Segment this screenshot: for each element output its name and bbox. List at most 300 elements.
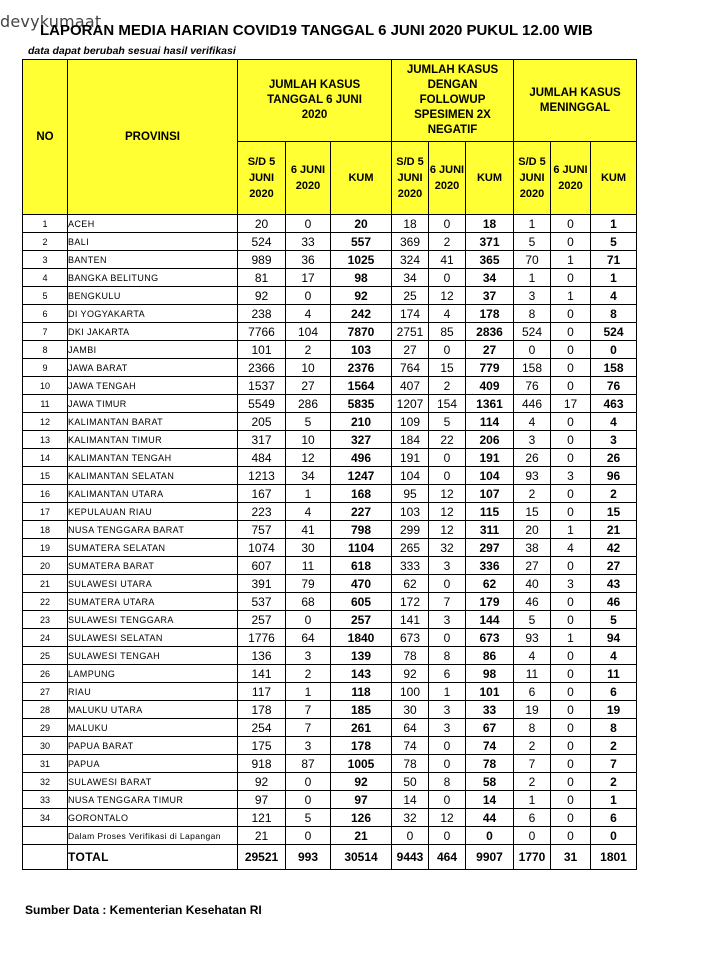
cell-provinsi: JAWA TIMUR [68,395,238,413]
cell-6juni-kasus: 0 [286,611,331,629]
cell-sd5-followup: 32 [392,809,429,827]
cell-6juni-kasus: 0 [286,215,331,233]
cell-no: 27 [23,683,68,701]
cell-no: 15 [23,467,68,485]
cell-6juni-kasus: 10 [286,431,331,449]
table-body [23,215,637,845]
cell-kum-meninggal: 76 [591,377,637,395]
cell-sd5-kasus: 20 [238,215,286,233]
cell-6juni-followup: 12 [429,503,466,521]
cell-kum-followup: 74 [466,737,514,755]
cell-no: 31 [23,755,68,773]
cell-provinsi: MALUKU [68,719,238,737]
cell-6juni-kasus: 0 [286,827,331,845]
cell-kum-kasus: 210 [331,413,392,431]
table-row [23,575,637,593]
cell-sd5-followup: 78 [392,647,429,665]
cell-6juni-meninggal: 0 [551,449,591,467]
table-row [23,233,637,251]
cell-sd5-kasus: 121 [238,809,286,827]
cell-sd5-meninggal: 38 [514,539,551,557]
cell-kum-meninggal: 4 [591,287,637,305]
cell-provinsi: SULAWESI BARAT [68,773,238,791]
cell-no: 12 [23,413,68,431]
header-meninggal: JUMLAH KASUS MENINGGAL [514,60,637,142]
cell-sd5-kasus: 757 [238,521,286,539]
cell-kum-followup: 0 [466,827,514,845]
cell-6juni-followup: 4 [429,305,466,323]
cell-kum-meninggal: 2 [591,485,637,503]
cell-6juni-meninggal: 0 [551,683,591,701]
cell-no [23,827,68,845]
cell-provinsi: KEPULAUAN RIAU [68,503,238,521]
cell-kum-followup: 311 [466,521,514,539]
table-row [23,269,637,287]
cell-sd5-kasus: 918 [238,755,286,773]
cell-sd5-kasus: 117 [238,683,286,701]
cell-6juni-followup: 0 [429,791,466,809]
cell-6juni-followup: 12 [429,809,466,827]
cell-6juni-followup: 0 [429,269,466,287]
cell-sd5-kasus: 1074 [238,539,286,557]
cell-6juni-kasus: 10 [286,359,331,377]
cell-kum-meninggal: 0 [591,827,637,845]
cell-sd5-followup: 92 [392,665,429,683]
header-jumlah-kasus: JUMLAH KASUS TANGGAL 6 JUNI 2020 [238,60,392,142]
cell-sd5-meninggal: 524 [514,323,551,341]
cell-sd5-followup: 324 [392,251,429,269]
table-row [23,611,637,629]
cell-provinsi: MALUKU UTARA [68,701,238,719]
cell-6juni-followup: 12 [429,521,466,539]
cell-kum-followup: 37 [466,287,514,305]
cell-kum-followup: 409 [466,377,514,395]
header-kum-kasus: KUM [331,142,392,215]
cell-sd5-followup: 78 [392,755,429,773]
report-title: LAPORAN MEDIA HARIAN COVID19 TANGGAL 6 JUNI 2020 PUKUL 12.00 WIB [40,22,593,39]
cell-no: 8 [23,341,68,359]
cell-no: 26 [23,665,68,683]
cell-6juni-followup: 0 [429,737,466,755]
cell-no: 7 [23,323,68,341]
cell-provinsi: DKI JAKARTA [68,323,238,341]
cell-kum-meninggal: 94 [591,629,637,647]
table-row [23,467,637,485]
cell-6juni-meninggal: 1 [551,629,591,647]
cell-6juni-kasus: 2 [286,341,331,359]
cell-6juni-followup: 0 [429,575,466,593]
cell-sd5-kasus: 391 [238,575,286,593]
cell-no: 30 [23,737,68,755]
cell-6juni-meninggal: 0 [551,791,591,809]
cell-sd5-kasus: 317 [238,431,286,449]
cell-kum-kasus: 327 [331,431,392,449]
cell-sd5-meninggal: 93 [514,467,551,485]
cell-kum-followup: 78 [466,755,514,773]
cell-6juni-kasus: 4 [286,305,331,323]
cell-sd5-kasus: 141 [238,665,286,683]
cell-kum-followup: 27 [466,341,514,359]
cell-kum-kasus: 1840 [331,629,392,647]
report-subtitle: data dapat berubah sesuai hasil verifikasi [28,45,236,57]
cell-6juni-meninggal: 1 [551,251,591,269]
cell-sd5-meninggal: 2 [514,773,551,791]
cell-6juni-followup: 8 [429,773,466,791]
cell-sd5-meninggal: 1 [514,791,551,809]
total-row [23,845,637,870]
cell-sd5-followup: 50 [392,773,429,791]
cell-sd5-followup: 2751 [392,323,429,341]
cell-kum-kasus: 126 [331,809,392,827]
table-row [23,521,637,539]
cell-6juni-kasus: 7 [286,701,331,719]
table-row [23,827,637,845]
cell-no: 25 [23,647,68,665]
total-sd5-kasus: 29521 [238,845,286,870]
cell-sd5-followup: 172 [392,593,429,611]
cell-6juni-followup: 6 [429,665,466,683]
cell-sd5-kasus: 97 [238,791,286,809]
cell-sd5-meninggal: 4 [514,413,551,431]
header-provinsi: PROVINSI [68,60,238,215]
cell-sd5-kasus: 1776 [238,629,286,647]
cell-sd5-kasus: 537 [238,593,286,611]
cell-6juni-meninggal: 0 [551,305,591,323]
cell-sd5-kasus: 607 [238,557,286,575]
table-row [23,449,637,467]
cell-sd5-kasus: 1213 [238,467,286,485]
cell-6juni-followup: 154 [429,395,466,413]
cell-kum-kasus: 1247 [331,467,392,485]
cell-kum-meninggal: 524 [591,323,637,341]
cell-kum-meninggal: 4 [591,413,637,431]
cell-provinsi: NUSA TENGGARA TIMUR [68,791,238,809]
cell-provinsi: KALIMANTAN UTARA [68,485,238,503]
cell-6juni-followup: 0 [429,467,466,485]
cell-kum-followup: 2836 [466,323,514,341]
cell-kum-kasus: 92 [331,773,392,791]
cell-sd5-followup: 764 [392,359,429,377]
cell-sd5-kasus: 81 [238,269,286,287]
cell-sd5-meninggal: 26 [514,449,551,467]
cell-sd5-followup: 18 [392,215,429,233]
cell-6juni-followup: 22 [429,431,466,449]
header-kum-meninggal: KUM [591,142,637,215]
cell-sd5-followup: 1207 [392,395,429,413]
cell-kum-meninggal: 19 [591,701,637,719]
cell-6juni-kasus: 30 [286,539,331,557]
cell-kum-followup: 18 [466,215,514,233]
cell-kum-meninggal: 463 [591,395,637,413]
cell-no: 17 [23,503,68,521]
cell-no: 5 [23,287,68,305]
cell-no: 11 [23,395,68,413]
cell-kum-meninggal: 15 [591,503,637,521]
cell-sd5-kasus: 524 [238,233,286,251]
cell-6juni-kasus: 5 [286,413,331,431]
cell-sd5-meninggal: 158 [514,359,551,377]
cell-sd5-meninggal: 3 [514,287,551,305]
table-row [23,413,637,431]
cell-kum-kasus: 103 [331,341,392,359]
cell-kum-kasus: 97 [331,791,392,809]
cell-no: 18 [23,521,68,539]
cell-sd5-followup: 104 [392,467,429,485]
cell-provinsi: SULAWESI SELATAN [68,629,238,647]
cell-sd5-kasus: 92 [238,773,286,791]
data-source: Sumber Data : Kementerian Kesehatan RI [25,903,262,917]
table-header [23,60,637,215]
cell-6juni-kasus: 64 [286,629,331,647]
header-kum-followup: KUM [466,142,514,215]
cell-6juni-followup: 12 [429,287,466,305]
cell-kum-kasus: 618 [331,557,392,575]
cell-kum-meninggal: 1 [591,269,637,287]
cell-sd5-kasus: 178 [238,701,286,719]
cell-6juni-meninggal: 0 [551,593,591,611]
cell-sd5-followup: 141 [392,611,429,629]
cell-kum-kasus: 7870 [331,323,392,341]
cell-6juni-followup: 3 [429,611,466,629]
cell-provinsi: SUMATERA BARAT [68,557,238,575]
cell-6juni-followup: 0 [429,827,466,845]
cell-6juni-followup: 8 [429,647,466,665]
cell-6juni-followup: 3 [429,719,466,737]
cell-sd5-followup: 333 [392,557,429,575]
cell-sd5-meninggal: 3 [514,431,551,449]
cell-6juni-meninggal: 0 [551,701,591,719]
table-row [23,809,637,827]
cell-kum-meninggal: 2 [591,773,637,791]
cell-kum-kasus: 1005 [331,755,392,773]
cell-6juni-followup: 2 [429,233,466,251]
cell-kum-meninggal: 3 [591,431,637,449]
cell-sd5-kasus: 5549 [238,395,286,413]
cell-6juni-meninggal: 0 [551,773,591,791]
cell-6juni-meninggal: 0 [551,809,591,827]
cell-sd5-meninggal: 93 [514,629,551,647]
cell-sd5-meninggal: 19 [514,701,551,719]
cell-sd5-kasus: 484 [238,449,286,467]
cell-sd5-meninggal: 46 [514,593,551,611]
cell-sd5-meninggal: 8 [514,305,551,323]
cell-provinsi: Dalam Proses Verifikasi di Lapangan [68,827,238,845]
cell-provinsi: JAWA BARAT [68,359,238,377]
cell-6juni-meninggal: 17 [551,395,591,413]
cell-sd5-kasus: 238 [238,305,286,323]
cell-kum-kasus: 227 [331,503,392,521]
cell-provinsi: RIAU [68,683,238,701]
table-row [23,287,637,305]
cell-provinsi: PAPUA BARAT [68,737,238,755]
cell-kum-meninggal: 6 [591,683,637,701]
cell-sd5-meninggal: 0 [514,341,551,359]
cell-kum-followup: 206 [466,431,514,449]
table-row [23,791,637,809]
cell-6juni-kasus: 11 [286,557,331,575]
cell-6juni-meninggal: 0 [551,647,591,665]
cell-sd5-followup: 103 [392,503,429,521]
cell-no: 13 [23,431,68,449]
cell-kum-followup: 178 [466,305,514,323]
cell-sd5-kasus: 257 [238,611,286,629]
cell-provinsi: BANTEN [68,251,238,269]
cell-kum-meninggal: 5 [591,233,637,251]
cell-no: 14 [23,449,68,467]
table-row [23,629,637,647]
table-row [23,305,637,323]
cell-kum-meninggal: 8 [591,719,637,737]
cell-6juni-kasus: 68 [286,593,331,611]
cell-kum-meninggal: 0 [591,341,637,359]
cell-kum-kasus: 1564 [331,377,392,395]
cell-sd5-meninggal: 15 [514,503,551,521]
cell-sd5-meninggal: 7 [514,755,551,773]
cell-6juni-meninggal: 0 [551,359,591,377]
cell-kum-meninggal: 158 [591,359,637,377]
cell-provinsi: PAPUA [68,755,238,773]
cell-sd5-kasus: 1537 [238,377,286,395]
cell-6juni-followup: 0 [429,341,466,359]
cell-kum-kasus: 139 [331,647,392,665]
cell-sd5-followup: 95 [392,485,429,503]
cell-6juni-followup: 1 [429,683,466,701]
cell-provinsi: SULAWESI TENGAH [68,647,238,665]
cell-6juni-followup: 0 [429,215,466,233]
cell-kum-followup: 34 [466,269,514,287]
cell-kum-kasus: 1104 [331,539,392,557]
cell-kum-followup: 14 [466,791,514,809]
cell-sd5-followup: 74 [392,737,429,755]
cell-kum-followup: 779 [466,359,514,377]
cell-sd5-followup: 299 [392,521,429,539]
cell-kum-kasus: 261 [331,719,392,737]
table-row [23,431,637,449]
cell-kum-meninggal: 6 [591,809,637,827]
total-kum-followup: 9907 [466,845,514,870]
cell-sd5-meninggal: 2 [514,737,551,755]
cell-6juni-meninggal: 1 [551,521,591,539]
cell-sd5-followup: 407 [392,377,429,395]
cell-kum-meninggal: 96 [591,467,637,485]
cell-kum-followup: 371 [466,233,514,251]
cell-kum-followup: 673 [466,629,514,647]
cell-6juni-kasus: 27 [286,377,331,395]
cell-sd5-followup: 100 [392,683,429,701]
cell-no: 1 [23,215,68,233]
cell-6juni-kasus: 0 [286,773,331,791]
cell-6juni-followup: 85 [429,323,466,341]
cell-kum-meninggal: 21 [591,521,637,539]
cell-sd5-followup: 14 [392,791,429,809]
cell-6juni-meninggal: 4 [551,539,591,557]
table-row [23,359,637,377]
cell-kum-meninggal: 1 [591,215,637,233]
table-row [23,773,637,791]
cell-kum-kasus: 118 [331,683,392,701]
cell-kum-followup: 115 [466,503,514,521]
cell-kum-followup: 336 [466,557,514,575]
cell-6juni-kasus: 0 [286,791,331,809]
cell-provinsi: BANGKA BELITUNG [68,269,238,287]
cell-sd5-kasus: 989 [238,251,286,269]
cell-6juni-kasus: 7 [286,719,331,737]
cell-6juni-kasus: 17 [286,269,331,287]
cell-6juni-meninggal: 3 [551,575,591,593]
table-row [23,557,637,575]
cell-sd5-kasus: 2366 [238,359,286,377]
table-row [23,323,637,341]
cell-6juni-kasus: 41 [286,521,331,539]
cell-kum-followup: 365 [466,251,514,269]
cell-kum-kasus: 2376 [331,359,392,377]
cell-provinsi: BENGKULU [68,287,238,305]
cell-6juni-kasus: 5 [286,809,331,827]
total-kum-meninggal: 1801 [591,845,637,870]
cell-6juni-kasus: 87 [286,755,331,773]
cell-kum-kasus: 557 [331,233,392,251]
cell-6juni-followup: 0 [429,449,466,467]
cell-kum-followup: 1361 [466,395,514,413]
cell-sd5-meninggal: 1 [514,269,551,287]
cell-6juni-kasus: 4 [286,503,331,521]
cell-provinsi: KALIMANTAN SELATAN [68,467,238,485]
total-label: TOTAL [68,845,238,870]
cell-6juni-meninggal: 0 [551,413,591,431]
cell-6juni-followup: 15 [429,359,466,377]
cell-kum-followup: 297 [466,539,514,557]
cell-kum-meninggal: 4 [591,647,637,665]
cell-provinsi: SUMATERA UTARA [68,593,238,611]
cell-no: 29 [23,719,68,737]
table-row [23,719,637,737]
cell-sd5-meninggal: 76 [514,377,551,395]
cell-sd5-followup: 191 [392,449,429,467]
cell-6juni-kasus: 0 [286,287,331,305]
cell-provinsi: GORONTALO [68,809,238,827]
cell-6juni-followup: 3 [429,701,466,719]
cell-kum-meninggal: 42 [591,539,637,557]
cell-kum-followup: 104 [466,467,514,485]
table-row [23,755,637,773]
table-row [23,539,637,557]
cell-no: 2 [23,233,68,251]
table-row [23,341,637,359]
cell-provinsi: KALIMANTAN TENGAH [68,449,238,467]
cell-no: 22 [23,593,68,611]
cell-kum-meninggal: 1 [591,791,637,809]
cell-sd5-followup: 34 [392,269,429,287]
cell-sd5-meninggal: 5 [514,611,551,629]
cell-sd5-followup: 265 [392,539,429,557]
cell-6juni-meninggal: 0 [551,827,591,845]
cell-6juni-kasus: 1 [286,485,331,503]
cell-kum-kasus: 20 [331,215,392,233]
cell-6juni-meninggal: 3 [551,467,591,485]
cell-6juni-followup: 7 [429,593,466,611]
header-sd5-kasus: S/D 5 JUNI 2020 [238,142,286,215]
cell-kum-meninggal: 26 [591,449,637,467]
cell-kum-meninggal: 7 [591,755,637,773]
cell-provinsi: SUMATERA SELATAN [68,539,238,557]
cell-sd5-meninggal: 5 [514,233,551,251]
cell-6juni-meninggal: 0 [551,611,591,629]
cell-no: 3 [23,251,68,269]
total-6juni-kasus: 993 [286,845,331,870]
cell-sd5-meninggal: 4 [514,647,551,665]
cell-kum-kasus: 242 [331,305,392,323]
table-row [23,215,637,233]
